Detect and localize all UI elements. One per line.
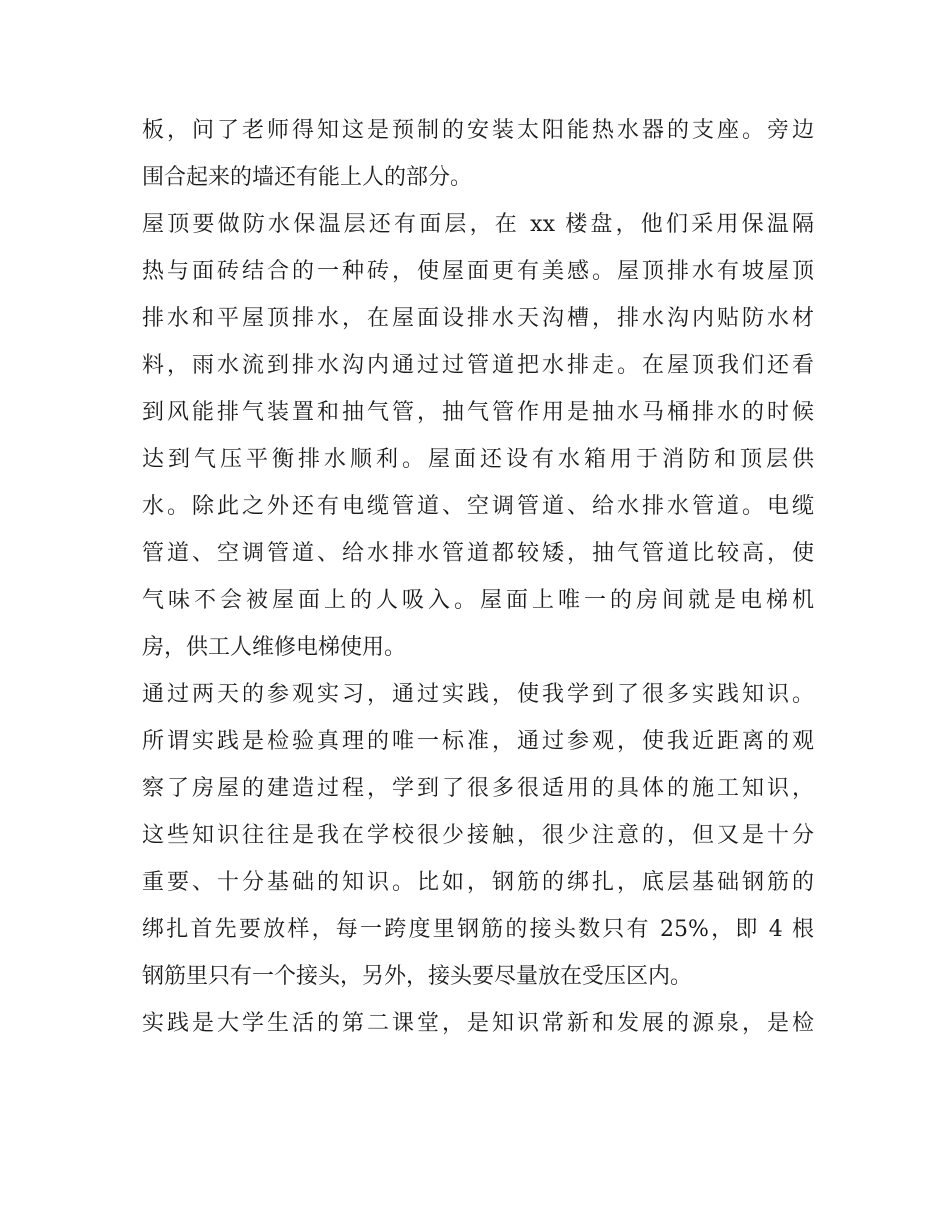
text-line: 钢筋里只有一个接头，另外，接头要尽量放在受压区内。 [142, 964, 693, 989]
text-line: 气味不会被屋面上的人吸入。屋面上唯一的房间就是电梯机 [142, 588, 814, 613]
paragraph-4 [142, 1000, 814, 1047]
text-line: 管道、空调管道、给水排水管道都较矮，抽气管道比较高，使 [142, 541, 814, 566]
text-line: 这些知识往往是我在学校很少接触，很少注意的，但又是十分 [142, 823, 814, 848]
text-line: 实践是大学生活的第二课堂，是知识常新和发展的源泉，是检 [142, 1011, 814, 1036]
text-line: 所谓实践是检验真理的唯一标准，通过参观，使我近距离的观 [142, 729, 814, 754]
document-body [142, 107, 814, 1047]
text-line: 察了房屋的建造过程，学到了很多很适用的具体的施工知识， [142, 776, 814, 801]
text-line: 排水和平屋顶排水，在屋面设排水天沟槽，排水沟内贴防水材 [142, 306, 814, 331]
text-line: 重要、十分基础的知识。比如，钢筋的绑扎，底层基础钢筋的 [142, 870, 814, 895]
text-line: 到风能排气装置和抽气管，抽气管作用是抽水马桶排水的时候 [142, 400, 814, 425]
paragraph-2 [142, 201, 814, 671]
text-line: 房，供工人维修电梯使用。 [142, 635, 407, 660]
paragraph-3 [142, 671, 814, 1000]
text-line: 屋顶要做防水保温层还有面层，在 xx 楼盘，他们采用保温隔 [142, 212, 814, 237]
text-line: 通过两天的参观实习，通过实践，使我学到了很多实践知识。 [142, 682, 814, 707]
text-line: 板，问了老师得知这是预制的安装太阳能热水器的支座。旁边 [142, 118, 814, 143]
text-line: 围合起来的墙还有能上人的部分。 [142, 165, 473, 190]
text-line: 热与面砖结合的一种砖，使屋面更有美感。屋顶排水有坡屋顶 [142, 259, 814, 284]
text-line: 绑扎首先要放样，每一跨度里钢筋的接头数只有 25%，即 4 根 [142, 917, 814, 942]
text-line: 料，雨水流到排水沟内通过过管道把水排走。在屋顶我们还看 [142, 353, 814, 378]
text-line: 水。除此之外还有电缆管道、空调管道、给水排水管道。电缆 [142, 494, 814, 519]
paragraph-1 [142, 107, 814, 201]
text-line: 达到气压平衡排水顺利。屋面还设有水箱用于消防和顶层供 [142, 447, 814, 472]
